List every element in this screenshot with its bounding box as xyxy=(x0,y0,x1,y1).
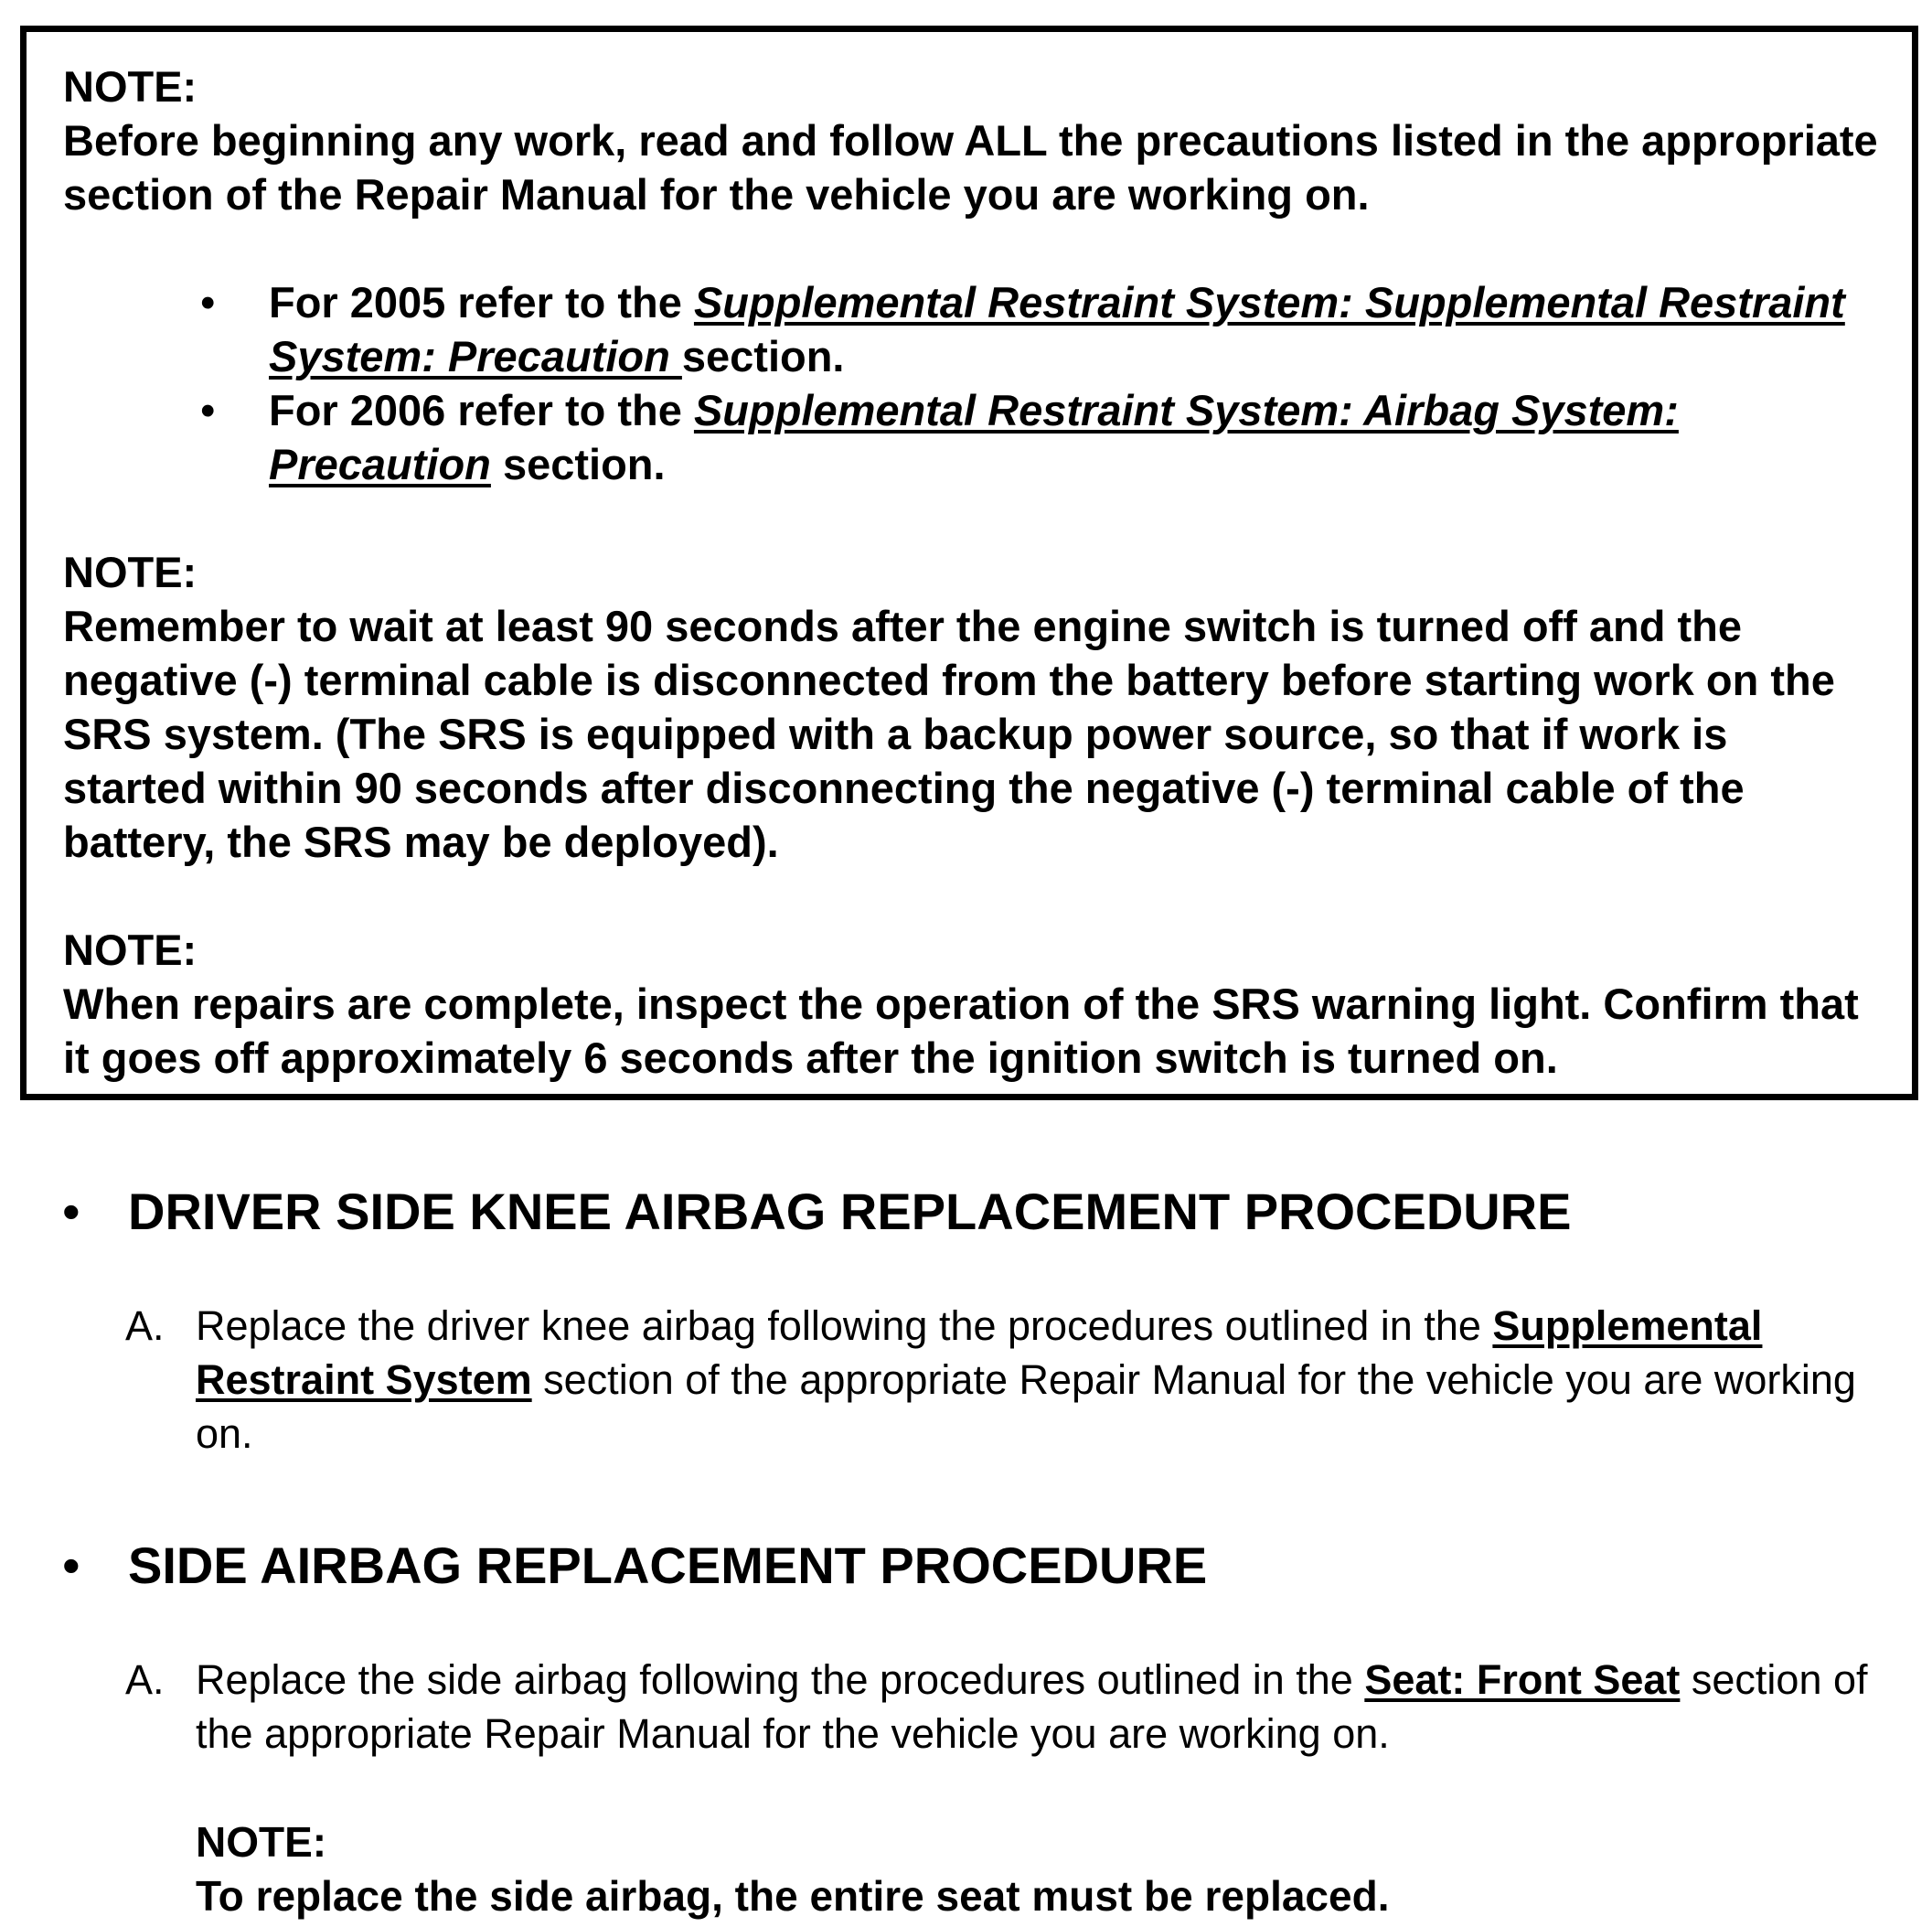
procedure-heading-text: SIDE AIRBAG REPLACEMENT PROCEDURE xyxy=(128,1536,1208,1594)
reference-link-2005[interactable]: Supplemental Restraint System: Supplemental Restraint System: Precaution xyxy=(269,278,1845,380)
procedure-heading xyxy=(62,1180,1891,1244)
procedures-section xyxy=(62,1180,1891,1923)
reference-link-2006[interactable]: Supplemental Restraint System: Airbag System: Precaution xyxy=(269,386,1679,488)
reference-item-2006 xyxy=(200,383,1879,491)
bullet-icon: • xyxy=(200,386,216,434)
bullet-icon: • xyxy=(200,278,216,327)
note-text: To replace the side airbag, the entire seat must be replaced. xyxy=(196,1872,1390,1920)
precautions-box xyxy=(20,26,1918,1100)
note-wait-90-seconds xyxy=(63,545,1879,869)
reference-prefix: For 2006 refer to the xyxy=(269,386,694,434)
step-link-front-seat[interactable]: Seat: Front Seat xyxy=(1364,1656,1681,1703)
step-link-srs[interactable]: Supplemental Restraint System xyxy=(196,1302,1763,1403)
reference-suffix: section. xyxy=(490,440,666,488)
step-prefix: Replace the driver knee airbag following the procedures outlined in the xyxy=(196,1302,1493,1349)
side-airbag-note xyxy=(196,1815,1891,1923)
reference-suffix: section. xyxy=(681,332,845,380)
note-label: NOTE: xyxy=(63,62,197,111)
note-text: When repairs are complete, inspect the operation of the SRS warning light. Confirm that it goes off approximately 6 seconds after the ignition switch is turned on. xyxy=(63,980,1859,1082)
procedure-heading-text: DRIVER SIDE KNEE AIRBAG REPLACEMENT PROCEDURE xyxy=(128,1183,1572,1240)
note-label: NOTE: xyxy=(196,1818,327,1866)
note-text: Before beginning any work, read and follow ALL the precautions listed in the appropriate section of the Repair Manual for the vehicle you are working on. xyxy=(63,116,1878,219)
procedure-driver-knee-airbag xyxy=(62,1180,1891,1461)
step-prefix: Replace the side airbag following the procedures outlined in the xyxy=(196,1656,1365,1703)
procedure-side-airbag xyxy=(62,1534,1891,1923)
note-text: Remember to wait at least 90 seconds after the engine switch is turned off and the negative (-) terminal cable is disconnected from the battery before starting work on the SRS system. (The SRS is equipped with a backup power source, so that if work is started within 90 seconds after disconnecting the negative (-) terminal cable of the battery, the SRS may be deployed). xyxy=(63,602,1835,866)
step-letter: A. xyxy=(125,1302,165,1349)
bullet-icon: • xyxy=(62,1536,80,1594)
note-general-precautions xyxy=(63,59,1879,221)
bullet-icon: • xyxy=(62,1183,80,1240)
reference-prefix: For 2005 refer to the xyxy=(269,278,694,327)
step-suffix: section of the appropriate Repair Manual for the vehicle you are working on. xyxy=(196,1656,1868,1757)
reference-item-2005 xyxy=(200,275,1879,383)
note-label: NOTE: xyxy=(63,548,197,596)
step-suffix: section of the appropriate Repair Manual for the vehicle you are working on. xyxy=(196,1356,1856,1457)
procedure-heading xyxy=(62,1534,1891,1598)
note-srs-warning-light xyxy=(63,923,1879,1085)
note-label: NOTE: xyxy=(63,926,197,974)
procedure-step xyxy=(125,1653,1891,1761)
precaution-reference-list xyxy=(63,275,1879,491)
step-letter: A. xyxy=(125,1656,165,1703)
procedure-step xyxy=(125,1299,1891,1461)
